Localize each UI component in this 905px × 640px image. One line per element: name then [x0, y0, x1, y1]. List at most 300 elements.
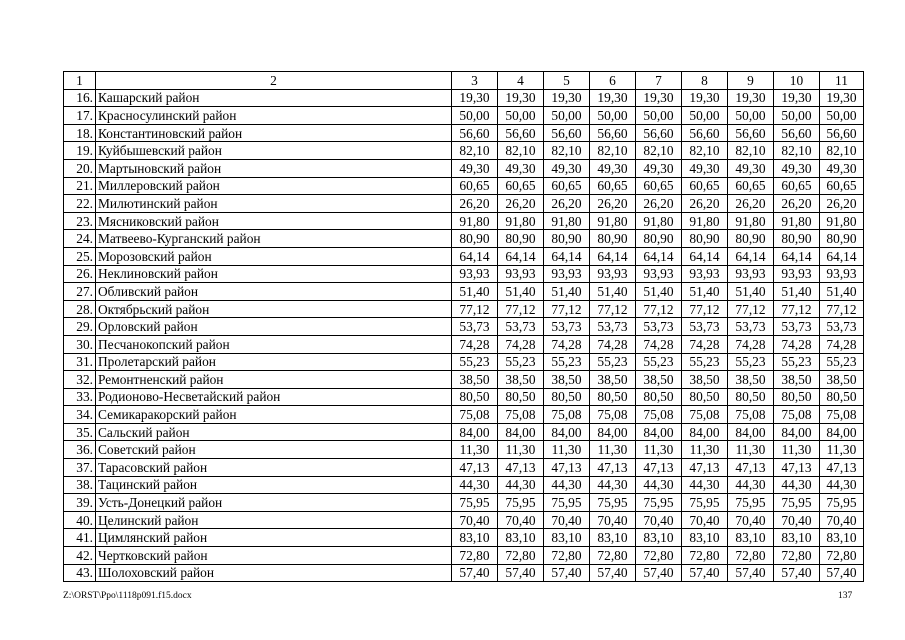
value-cell: 19,30: [498, 89, 544, 107]
value-cell: 80,90: [544, 230, 590, 248]
value-cell: 47,13: [590, 459, 636, 477]
value-cell: 83,10: [452, 529, 498, 547]
row-number: 24.: [64, 230, 96, 248]
value-cell: 38,50: [774, 371, 820, 389]
value-cell: 60,65: [636, 177, 682, 195]
value-cell: 83,10: [682, 529, 728, 547]
table-row: [64, 494, 864, 512]
value-cell: 93,93: [590, 265, 636, 283]
table-row: [64, 388, 864, 406]
value-cell: 47,13: [498, 459, 544, 477]
value-cell: 80,50: [636, 388, 682, 406]
value-cell: 19,30: [544, 89, 590, 107]
value-cell: 72,80: [498, 547, 544, 565]
value-cell: 44,30: [820, 476, 864, 494]
value-cell: 11,30: [590, 441, 636, 459]
value-cell: 80,90: [636, 230, 682, 248]
district-name: Кашарский район: [96, 89, 452, 107]
district-name: Обливский район: [96, 283, 452, 301]
value-cell: 91,80: [774, 212, 820, 230]
value-cell: 38,50: [820, 371, 864, 389]
value-cell: 91,80: [820, 212, 864, 230]
value-cell: 77,12: [636, 300, 682, 318]
value-cell: 44,30: [728, 476, 774, 494]
table-row: [64, 476, 864, 494]
district-name: Миллеровский район: [96, 177, 452, 195]
value-cell: 77,12: [774, 300, 820, 318]
value-cell: 57,40: [774, 564, 820, 582]
value-cell: 74,28: [682, 335, 728, 353]
value-cell: 50,00: [774, 107, 820, 125]
value-cell: 11,30: [682, 441, 728, 459]
value-cell: 75,95: [452, 494, 498, 512]
value-cell: 91,80: [590, 212, 636, 230]
data-table: [63, 71, 864, 582]
district-name: Мясниковский район: [96, 212, 452, 230]
table-row: [64, 459, 864, 477]
district-name: Пролетарский район: [96, 353, 452, 371]
value-cell: 74,28: [820, 335, 864, 353]
header-cell-6: 6: [590, 72, 636, 90]
value-cell: 80,90: [498, 230, 544, 248]
value-cell: 44,30: [452, 476, 498, 494]
district-name: Чертковский район: [96, 547, 452, 565]
value-cell: 80,50: [452, 388, 498, 406]
header-cell-10: 10: [774, 72, 820, 90]
value-cell: 11,30: [728, 441, 774, 459]
value-cell: 50,00: [498, 107, 544, 125]
value-cell: 72,80: [728, 547, 774, 565]
value-cell: 26,20: [774, 195, 820, 213]
value-cell: 44,30: [544, 476, 590, 494]
value-cell: 91,80: [682, 212, 728, 230]
value-cell: 74,28: [590, 335, 636, 353]
value-cell: 72,80: [452, 547, 498, 565]
table-row: [64, 529, 864, 547]
value-cell: 77,12: [544, 300, 590, 318]
district-name: Родионово-Несветайский район: [96, 388, 452, 406]
row-number: 35.: [64, 423, 96, 441]
table-body: [64, 72, 864, 582]
value-cell: 56,60: [498, 124, 544, 142]
value-cell: 64,14: [498, 247, 544, 265]
value-cell: 74,28: [452, 335, 498, 353]
value-cell: 26,20: [636, 195, 682, 213]
row-number: 26.: [64, 265, 96, 283]
value-cell: 93,93: [498, 265, 544, 283]
table-row: [64, 230, 864, 248]
value-cell: 83,10: [774, 529, 820, 547]
value-cell: 91,80: [728, 212, 774, 230]
table-row: [64, 353, 864, 371]
row-number: 30.: [64, 335, 96, 353]
district-name: Морозовский район: [96, 247, 452, 265]
value-cell: 70,40: [544, 511, 590, 529]
value-cell: 26,20: [820, 195, 864, 213]
value-cell: 49,30: [636, 159, 682, 177]
district-name: Песчанокопский район: [96, 335, 452, 353]
row-number: 21.: [64, 177, 96, 195]
value-cell: 49,30: [774, 159, 820, 177]
value-cell: 11,30: [498, 441, 544, 459]
value-cell: 64,14: [774, 247, 820, 265]
value-cell: 50,00: [820, 107, 864, 125]
value-cell: 70,40: [820, 511, 864, 529]
value-cell: 55,23: [774, 353, 820, 371]
header-cell-1: 1: [64, 72, 96, 90]
value-cell: 60,65: [498, 177, 544, 195]
row-number: 29.: [64, 318, 96, 336]
value-cell: 50,00: [590, 107, 636, 125]
value-cell: 77,12: [682, 300, 728, 318]
value-cell: 56,60: [452, 124, 498, 142]
value-cell: 55,23: [636, 353, 682, 371]
value-cell: 80,90: [452, 230, 498, 248]
value-cell: 80,90: [682, 230, 728, 248]
table-row: [64, 564, 864, 582]
value-cell: 55,23: [682, 353, 728, 371]
value-cell: 49,30: [682, 159, 728, 177]
value-cell: 70,40: [498, 511, 544, 529]
value-cell: 44,30: [590, 476, 636, 494]
value-cell: 75,08: [774, 406, 820, 424]
value-cell: 70,40: [682, 511, 728, 529]
value-cell: 82,10: [498, 142, 544, 160]
value-cell: 56,60: [820, 124, 864, 142]
value-cell: 26,20: [452, 195, 498, 213]
value-cell: 56,60: [636, 124, 682, 142]
row-number: 18.: [64, 124, 96, 142]
value-cell: 49,30: [820, 159, 864, 177]
table-row: [64, 335, 864, 353]
value-cell: 26,20: [728, 195, 774, 213]
value-cell: 57,40: [498, 564, 544, 582]
value-cell: 77,12: [728, 300, 774, 318]
value-cell: 53,73: [544, 318, 590, 336]
value-cell: 60,65: [452, 177, 498, 195]
value-cell: 50,00: [636, 107, 682, 125]
row-number: 27.: [64, 283, 96, 301]
value-cell: 83,10: [728, 529, 774, 547]
row-number: 19.: [64, 142, 96, 160]
table-row: [64, 89, 864, 107]
header-cell-9: 9: [728, 72, 774, 90]
value-cell: 56,60: [590, 124, 636, 142]
value-cell: 91,80: [544, 212, 590, 230]
value-cell: 84,00: [452, 423, 498, 441]
row-number: 39.: [64, 494, 96, 512]
value-cell: 50,00: [682, 107, 728, 125]
value-cell: 53,73: [452, 318, 498, 336]
row-number: 28.: [64, 300, 96, 318]
district-name: Октябрьский район: [96, 300, 452, 318]
value-cell: 55,23: [728, 353, 774, 371]
value-cell: 51,40: [820, 283, 864, 301]
value-cell: 75,95: [498, 494, 544, 512]
value-cell: 80,50: [590, 388, 636, 406]
row-number: 20.: [64, 159, 96, 177]
value-cell: 47,13: [544, 459, 590, 477]
value-cell: 53,73: [774, 318, 820, 336]
row-number: 32.: [64, 371, 96, 389]
value-cell: 75,08: [590, 406, 636, 424]
header-cell-8: 8: [682, 72, 728, 90]
district-name: Матвеево-Курганский район: [96, 230, 452, 248]
value-cell: 51,40: [774, 283, 820, 301]
footer-file-path: Z:\ORST\Ppo\1118p091.f15.docx: [63, 591, 192, 601]
value-cell: 80,50: [820, 388, 864, 406]
table-row: [64, 107, 864, 125]
value-cell: 56,60: [682, 124, 728, 142]
value-cell: 60,65: [544, 177, 590, 195]
table-row: [64, 318, 864, 336]
value-cell: 72,80: [636, 547, 682, 565]
table-row: [64, 371, 864, 389]
value-cell: 38,50: [636, 371, 682, 389]
value-cell: 75,95: [774, 494, 820, 512]
value-cell: 74,28: [774, 335, 820, 353]
value-cell: 49,30: [498, 159, 544, 177]
table-row: [64, 283, 864, 301]
value-cell: 93,93: [820, 265, 864, 283]
value-cell: 56,60: [774, 124, 820, 142]
value-cell: 82,10: [452, 142, 498, 160]
value-cell: 82,10: [774, 142, 820, 160]
district-name: Советский район: [96, 441, 452, 459]
table-row: [64, 195, 864, 213]
value-cell: 64,14: [544, 247, 590, 265]
value-cell: 51,40: [452, 283, 498, 301]
value-cell: 26,20: [544, 195, 590, 213]
district-name: Орловский район: [96, 318, 452, 336]
value-cell: 44,30: [498, 476, 544, 494]
value-cell: 74,28: [498, 335, 544, 353]
district-name: Цимлянский район: [96, 529, 452, 547]
value-cell: 50,00: [544, 107, 590, 125]
value-cell: 75,08: [544, 406, 590, 424]
value-cell: 83,10: [544, 529, 590, 547]
district-name: Ремонтненский район: [96, 371, 452, 389]
value-cell: 55,23: [452, 353, 498, 371]
table-row: [64, 406, 864, 424]
value-cell: 84,00: [728, 423, 774, 441]
value-cell: 19,30: [774, 89, 820, 107]
value-cell: 93,93: [544, 265, 590, 283]
value-cell: 11,30: [636, 441, 682, 459]
value-cell: 74,28: [544, 335, 590, 353]
page-number: 137: [838, 591, 853, 601]
value-cell: 77,12: [590, 300, 636, 318]
value-cell: 82,10: [728, 142, 774, 160]
district-name: Усть-Донецкий район: [96, 494, 452, 512]
value-cell: 93,93: [452, 265, 498, 283]
value-cell: 47,13: [774, 459, 820, 477]
value-cell: 53,73: [498, 318, 544, 336]
table-row: [64, 177, 864, 195]
value-cell: 50,00: [728, 107, 774, 125]
value-cell: 82,10: [820, 142, 864, 160]
value-cell: 44,30: [682, 476, 728, 494]
value-cell: 72,80: [774, 547, 820, 565]
value-cell: 80,50: [774, 388, 820, 406]
district-name: Семикаракорский район: [96, 406, 452, 424]
value-cell: 56,60: [544, 124, 590, 142]
table-row: [64, 511, 864, 529]
value-cell: 77,12: [498, 300, 544, 318]
value-cell: 72,80: [544, 547, 590, 565]
value-cell: 47,13: [636, 459, 682, 477]
value-cell: 26,20: [498, 195, 544, 213]
value-cell: 19,30: [590, 89, 636, 107]
value-cell: 51,40: [682, 283, 728, 301]
row-number: 16.: [64, 89, 96, 107]
header-cell-7: 7: [636, 72, 682, 90]
value-cell: 72,80: [682, 547, 728, 565]
value-cell: 55,23: [820, 353, 864, 371]
value-cell: 38,50: [544, 371, 590, 389]
value-cell: 53,73: [728, 318, 774, 336]
value-cell: 44,30: [636, 476, 682, 494]
value-cell: 80,90: [728, 230, 774, 248]
value-cell: 77,12: [820, 300, 864, 318]
value-cell: 19,30: [636, 89, 682, 107]
table-row: [64, 265, 864, 283]
value-cell: 49,30: [452, 159, 498, 177]
table-row: [64, 247, 864, 265]
value-cell: 60,65: [590, 177, 636, 195]
district-name: Шолоховский район: [96, 564, 452, 582]
value-cell: 72,80: [820, 547, 864, 565]
value-cell: 50,00: [452, 107, 498, 125]
value-cell: 57,40: [682, 564, 728, 582]
value-cell: 11,30: [544, 441, 590, 459]
row-number: 23.: [64, 212, 96, 230]
value-cell: 75,08: [820, 406, 864, 424]
value-cell: 93,93: [774, 265, 820, 283]
value-cell: 93,93: [728, 265, 774, 283]
district-name: Неклиновский район: [96, 265, 452, 283]
row-number: 38.: [64, 476, 96, 494]
row-number: 33.: [64, 388, 96, 406]
value-cell: 38,50: [682, 371, 728, 389]
value-cell: 75,95: [544, 494, 590, 512]
district-name: Сальский район: [96, 423, 452, 441]
table-row: [64, 212, 864, 230]
value-cell: 64,14: [636, 247, 682, 265]
value-cell: 64,14: [820, 247, 864, 265]
value-cell: 55,23: [544, 353, 590, 371]
row-number: 34.: [64, 406, 96, 424]
district-name: Красносулинский район: [96, 107, 452, 125]
value-cell: 84,00: [636, 423, 682, 441]
row-number: 36.: [64, 441, 96, 459]
value-cell: 51,40: [544, 283, 590, 301]
district-name: Тацинский район: [96, 476, 452, 494]
value-cell: 75,95: [820, 494, 864, 512]
value-cell: 83,10: [498, 529, 544, 547]
value-cell: 64,14: [682, 247, 728, 265]
value-cell: 91,80: [498, 212, 544, 230]
table-header-row: [64, 72, 864, 90]
value-cell: 75,95: [682, 494, 728, 512]
value-cell: 64,14: [452, 247, 498, 265]
row-number: 31.: [64, 353, 96, 371]
row-number: 22.: [64, 195, 96, 213]
value-cell: 84,00: [774, 423, 820, 441]
value-cell: 57,40: [544, 564, 590, 582]
row-number: 25.: [64, 247, 96, 265]
value-cell: 75,95: [590, 494, 636, 512]
value-cell: 82,10: [544, 142, 590, 160]
value-cell: 80,90: [590, 230, 636, 248]
value-cell: 93,93: [682, 265, 728, 283]
value-cell: 72,80: [590, 547, 636, 565]
value-cell: 51,40: [590, 283, 636, 301]
value-cell: 51,40: [498, 283, 544, 301]
value-cell: 82,10: [682, 142, 728, 160]
district-name: Мартыновский район: [96, 159, 452, 177]
value-cell: 75,08: [452, 406, 498, 424]
value-cell: 83,10: [820, 529, 864, 547]
header-cell-2: 2: [96, 72, 452, 90]
value-cell: 84,00: [590, 423, 636, 441]
value-cell: 19,30: [728, 89, 774, 107]
value-cell: 47,13: [452, 459, 498, 477]
value-cell: 70,40: [636, 511, 682, 529]
value-cell: 84,00: [682, 423, 728, 441]
value-cell: 53,73: [820, 318, 864, 336]
value-cell: 57,40: [820, 564, 864, 582]
value-cell: 49,30: [728, 159, 774, 177]
table-row: [64, 423, 864, 441]
value-cell: 11,30: [452, 441, 498, 459]
value-cell: 38,50: [590, 371, 636, 389]
value-cell: 64,14: [728, 247, 774, 265]
value-cell: 60,65: [728, 177, 774, 195]
value-cell: 75,08: [636, 406, 682, 424]
value-cell: 19,30: [820, 89, 864, 107]
table-row: [64, 300, 864, 318]
district-name: Целинский район: [96, 511, 452, 529]
value-cell: 75,95: [728, 494, 774, 512]
value-cell: 38,50: [728, 371, 774, 389]
value-cell: 26,20: [590, 195, 636, 213]
value-cell: 74,28: [636, 335, 682, 353]
value-cell: 91,80: [636, 212, 682, 230]
value-cell: 57,40: [452, 564, 498, 582]
value-cell: 75,08: [498, 406, 544, 424]
value-cell: 82,10: [636, 142, 682, 160]
header-cell-11: 11: [820, 72, 864, 90]
value-cell: 55,23: [498, 353, 544, 371]
value-cell: 49,30: [544, 159, 590, 177]
value-cell: 51,40: [636, 283, 682, 301]
value-cell: 60,65: [820, 177, 864, 195]
value-cell: 56,60: [728, 124, 774, 142]
value-cell: 57,40: [728, 564, 774, 582]
district-name: Константиновский район: [96, 124, 452, 142]
value-cell: 70,40: [590, 511, 636, 529]
row-number: 37.: [64, 459, 96, 477]
table-row: [64, 124, 864, 142]
value-cell: 55,23: [590, 353, 636, 371]
value-cell: 80,50: [728, 388, 774, 406]
value-cell: 38,50: [452, 371, 498, 389]
table-row: [64, 441, 864, 459]
value-cell: 75,95: [636, 494, 682, 512]
value-cell: 47,13: [820, 459, 864, 477]
value-cell: 84,00: [820, 423, 864, 441]
